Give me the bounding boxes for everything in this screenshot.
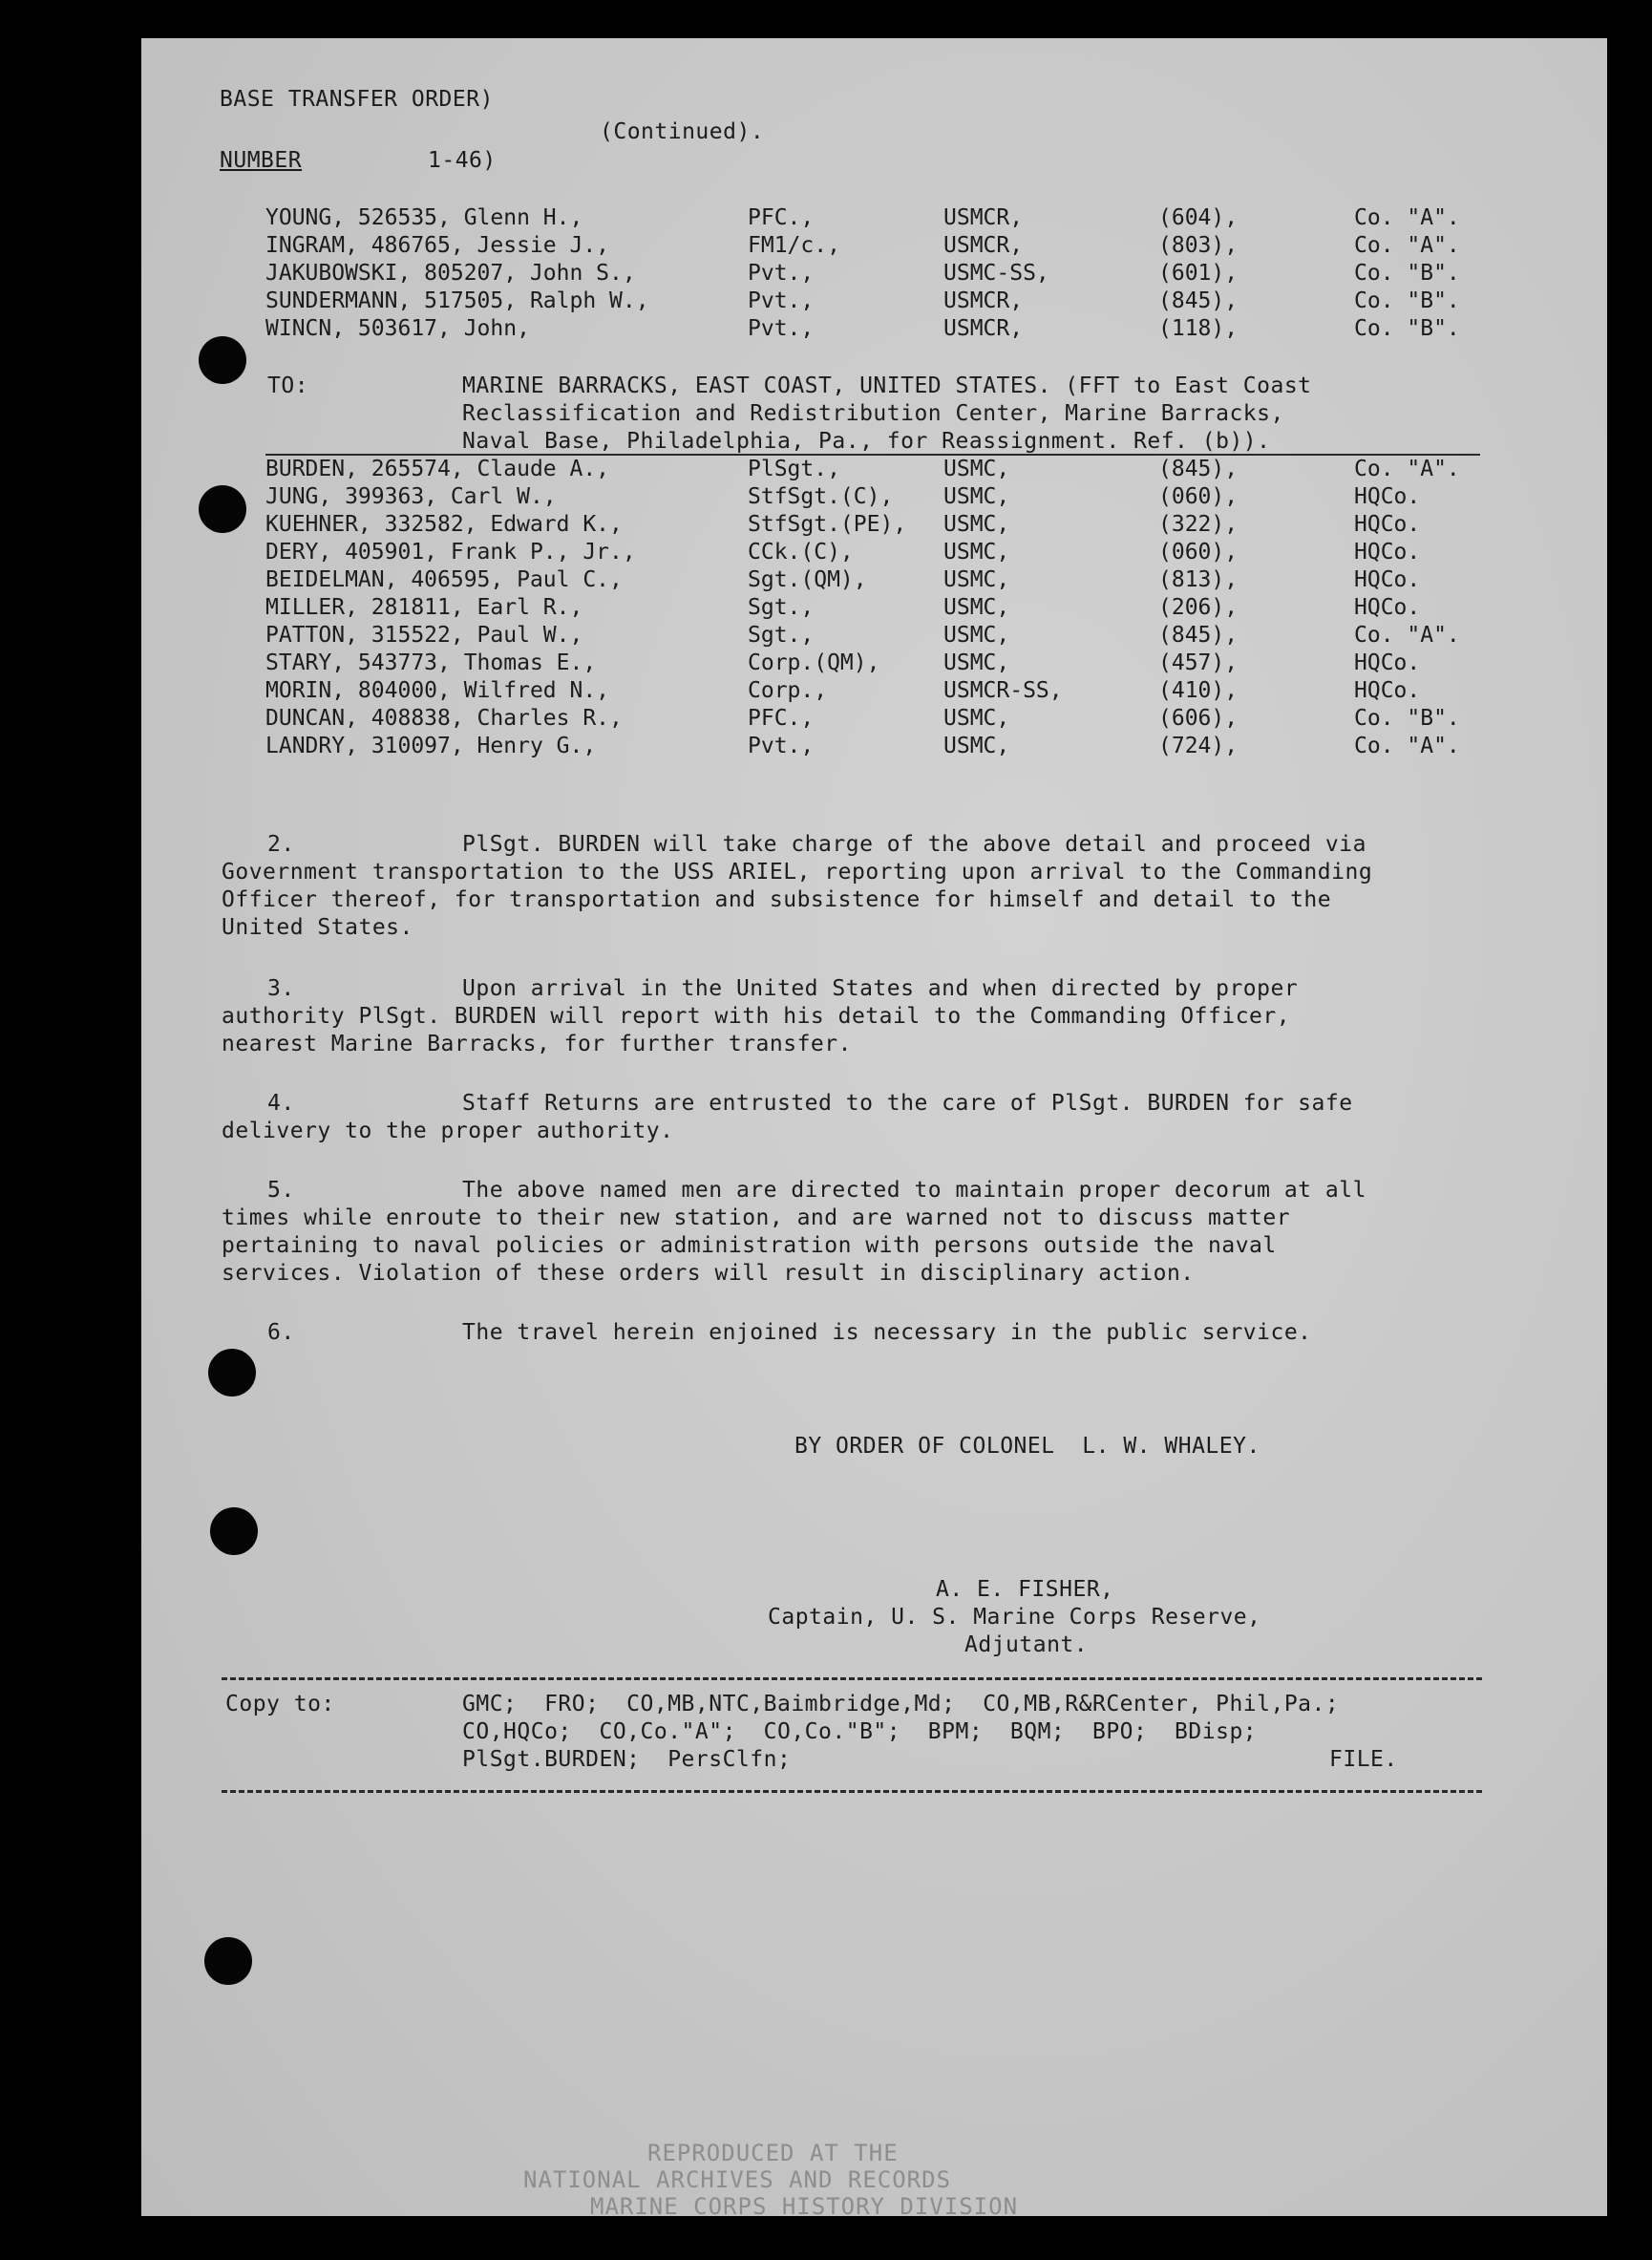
paragraph-number: 4.	[267, 1091, 295, 1116]
roster-row: KUEHNER, 332582, Edward K., StfSgt.(PE), USMC, (322), HQCo.	[265, 512, 1421, 537]
copy-to-line: GMC; FRO; CO,MB,NTC,Baimbridge,Md; CO,MB,R&RCenter, Phil,Pa.;	[462, 1692, 1340, 1716]
archive-stamp-line: NATIONAL ARCHIVES AND RECORDS	[523, 2166, 952, 2193]
destination-line: MARINE BARRACKS, EAST COAST, UNITED STATES. (FFT to East Coast	[462, 373, 1312, 398]
paragraph-line: United States.	[222, 915, 413, 940]
paragraph-line: Upon arrival in the United States and when directed by proper	[462, 976, 1299, 1001]
signer-role: Adjutant.	[964, 1632, 1089, 1657]
paragraph-line: pertaining to naval policies or administration with persons outside the naval	[222, 1233, 1277, 1258]
roster-row: WINCN, 503617, John, Pvt., USMCR, (118), Co. "B".	[265, 316, 1460, 341]
copy-to-file: FILE.	[1329, 1747, 1398, 1772]
copy-to-line: PlSgt.BURDEN; PersClfn;	[462, 1747, 792, 1772]
dashed-divider	[222, 1790, 1482, 1793]
paragraph-number: 3.	[267, 976, 295, 1001]
punch-hole	[204, 1937, 252, 1985]
roster-row: JUNG, 399363, Carl W., StfSgt.(C), USMC, (060), HQCo.	[265, 484, 1421, 509]
roster-row: YOUNG, 526535, Glenn H., PFC., USMCR, (604), Co. "A".	[265, 205, 1460, 230]
paragraph-line: PlSgt. BURDEN will take charge of the above detail and proceed via	[462, 832, 1366, 857]
destination-line: Naval Base, Philadelphia, Pa., for Reassignment. Ref. (b)).	[462, 429, 1271, 454]
paragraph-number: 5.	[267, 1178, 295, 1203]
destination-line: Reclassification and Redistribution Center, Marine Barracks,	[462, 401, 1284, 426]
roster-row: MORIN, 804000, Wilfred N., Corp., USMCR-SS, (410), HQCo.	[265, 678, 1421, 703]
archive-stamp-line: MARINE CORPS HISTORY DIVISION	[590, 2193, 1019, 2216]
order-number-value: 1-46)	[428, 148, 497, 173]
paragraph-line: Staff Returns are entrusted to the care of PlSgt. BURDEN for safe	[462, 1091, 1353, 1116]
paragraph-line: authority PlSgt. BURDEN will report with his detail to the Commanding Officer,	[222, 1004, 1291, 1029]
paragraph-line: services. Violation of these orders will result in disciplinary action.	[222, 1261, 1195, 1286]
roster-row: DUNCAN, 408838, Charles R., PFC., USMC, (606), Co. "B".	[265, 706, 1460, 731]
document-page	[141, 38, 1607, 2216]
continued-label: (Continued).	[600, 119, 765, 144]
copy-to-line: CO,HQCo; CO,Co."A"; CO,Co."B"; BPM; BQM; BPO; BDisp;	[462, 1719, 1258, 1744]
signer-name: A. E. FISHER,	[936, 1577, 1114, 1602]
roster-row: LANDRY, 310097, Henry G., Pvt., USMC, (724), Co. "A".	[265, 734, 1460, 758]
paragraph-line: The above named men are directed to maintain proper decorum at all	[462, 1178, 1366, 1203]
paragraph-number: 6.	[267, 1320, 295, 1345]
roster-row: STARY, 543773, Thomas E., Corp.(QM), USMC, (457), HQCo.	[265, 650, 1421, 675]
dashed-divider	[222, 1677, 1482, 1680]
copy-to-label: Copy to:	[225, 1692, 335, 1716]
roster-row: INGRAM, 486765, Jessie J., FM1/c., USMCR, (803), Co. "A".	[265, 233, 1460, 258]
roster-row: MILLER, 281811, Earl R., Sgt., USMC, (206), HQCo.	[265, 595, 1421, 620]
punch-hole	[199, 485, 246, 533]
paragraph-line: times while enroute to their new station, and are warned not to discuss matter	[222, 1205, 1291, 1230]
punch-hole	[199, 336, 246, 384]
punch-hole	[208, 1349, 256, 1397]
roster-row: BURDEN, 265574, Claude A., PlSgt., USMC, (845), Co. "A".	[265, 457, 1460, 481]
order-title: BASE TRANSFER ORDER)	[220, 87, 494, 112]
roster-row: BEIDELMAN, 406595, Paul C., Sgt.(QM), USMC, (813), HQCo.	[265, 567, 1421, 592]
paragraph-line: Officer thereof, for transportation and subsistence for himself and detail to the	[222, 887, 1332, 912]
signer-title: Captain, U. S. Marine Corps Reserve,	[768, 1605, 1261, 1630]
paragraph-line: delivery to the proper authority.	[222, 1119, 674, 1143]
paragraph-line: nearest Marine Barracks, for further transfer.	[222, 1032, 852, 1056]
destination-label: TO:	[267, 373, 309, 398]
order-number-label: NUMBER	[220, 148, 303, 173]
paragraph-line: Government transportation to the USS ARIEL, reporting upon arrival to the Commanding	[222, 860, 1373, 885]
paragraph-line: The travel herein enjoined is necessary in the public service.	[462, 1320, 1312, 1345]
roster-row: PATTON, 315522, Paul W., Sgt., USMC, (845), Co. "A".	[265, 623, 1460, 648]
by-order-line: BY ORDER OF COLONEL L. W. WHALEY.	[794, 1434, 1260, 1459]
roster-row: JAKUBOWSKI, 805207, John S., Pvt., USMC-SS, (601), Co. "B".	[265, 261, 1460, 286]
archive-stamp-line: REPRODUCED AT THE	[647, 2140, 899, 2166]
roster-row: SUNDERMANN, 517505, Ralph W., Pvt., USMCR, (845), Co. "B".	[265, 288, 1460, 313]
paragraph-number: 2.	[267, 832, 295, 857]
roster-row: DERY, 405901, Frank P., Jr., CCk.(C), USMC, (060), HQCo.	[265, 540, 1421, 565]
punch-hole	[210, 1507, 258, 1555]
